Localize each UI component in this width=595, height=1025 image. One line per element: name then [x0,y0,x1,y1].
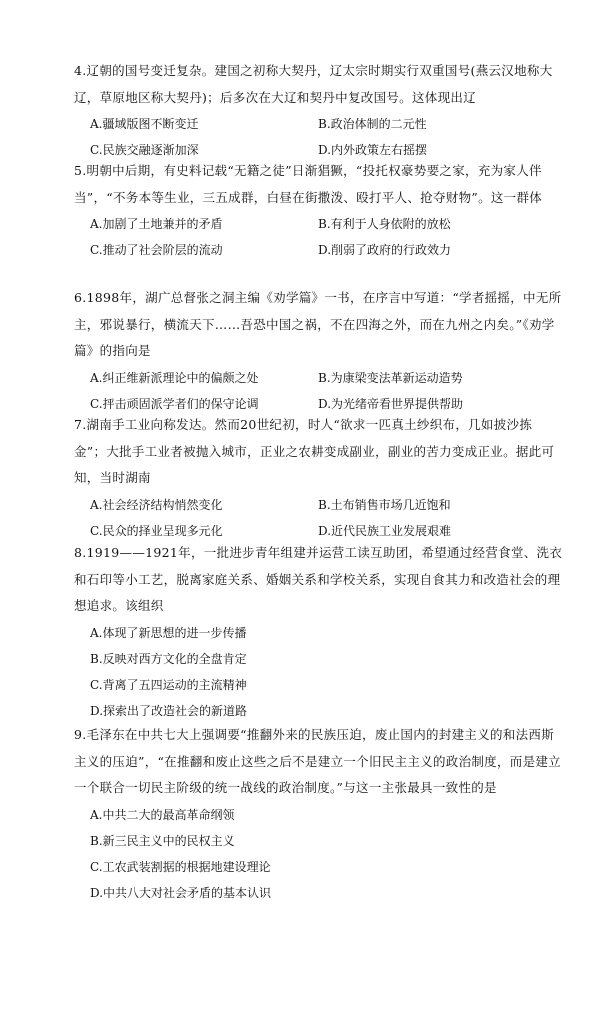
question-stem: 8.1919——1921年，一批进步青年组建并运营工读互助团，希望通过经营食堂、洗衣和石印等小工艺，脱离家庭关系、婚姻关系和学校关系，实现自食其力和改造社会的理想追求。该组织 [74,545,563,613]
option-d: D.中共八大对社会矛盾的基本认识 [90,885,272,900]
option-c: C.抨击顽固派学者们的保守论调 [90,396,259,411]
option-d: D.近代民族工业发展艰难 [318,523,452,538]
option-d: D.探索出了改造社会的新道路 [90,703,248,718]
option-b: B.政治体制的二元性 [318,117,427,131]
option-c: C.民众的择业呈现多元化 [90,523,223,538]
option-a: A.社会经济结构悄然变化 [90,497,223,512]
option-c: C.推动了社会阶层的流动 [90,243,223,257]
option-c: C.民族交融逐渐加深 [90,143,199,157]
option-b: B.土布销售市场几近饱和 [318,497,451,512]
question-8 [74,540,564,724]
question-6 [74,285,564,417]
option-c: C.背离了五四运动的主流精神 [90,677,247,692]
option-a: A.纠正维新派理论中的偏颇之处 [90,370,259,385]
question-stem: 5.明朝中后期，有史料记载“无籍之徒”日渐猖獗，“投托权豪势要之家，充为家人伴当”，“不务本等生业，三五成群，白昼在街撒泼、殴打平人、抢夺财物”。这一群体 [74,163,543,205]
question-stem: 9.毛泽东在中共七大上强调要“推翻外来的民族压迫，废止国内的封建主义的和法西斯主义的压迫”，“在推翻和废止这些之后不是建立一个旧民主主义的政治制度，而是建立一个联合一切民主阶级的统一战线的政治制度。”与这一主张最具一致性的是 [74,727,561,795]
question-7 [74,412,564,544]
options-row [74,111,564,137]
option-d: D.内外政策左右摇摆 [318,143,428,157]
options-list [74,620,564,724]
option-a: A.中共二大的最高革命纲领 [90,807,235,822]
option-a: A.加剧了土地兼并的矛盾 [90,217,223,231]
options-row [74,492,564,518]
options-row [74,211,564,237]
options-list [74,802,564,906]
option-a: A.疆域版图不断变迁 [90,117,199,131]
question-stem: 6.1898年，湖广总督张之洞主编《劝学篇》一书，在序言中写道：“学者摇摇，中无所主，邪说暴行，横流天下……吾恐中国之祸，不在四海之外，而在九州之内矣。”《劝学篇》的指向是 [74,290,562,358]
option-d: D.削弱了政府的行政效力 [318,243,452,257]
option-d: D.为光绪帝看世界提供帮助 [318,396,464,411]
question-stem: 4.辽朝的国号变迁复杂。建国之初称大契丹，辽太宗时期实行双重国号(燕云汉地称大辽，草原地区称大契丹)；后多次在大辽和契丹中复改国号。这体现出辽 [74,63,553,105]
option-b: B.有利于人身依附的放松 [318,217,451,231]
option-a: A.体现了新思想的进一步传播 [90,625,247,640]
question-9 [74,722,564,906]
options-row [74,365,564,391]
question-stem: 7.湖南手工业向称发达。然而20世纪初，时人“欲求一匹真土纱织布，几如披沙拣金”；大批手工业者被抛入城市，正业之农耕变成副业，副业的苦力变成正业。据此可知，当时湖南 [74,417,555,485]
option-b: B.反映对西方文化的全盘肯定 [90,651,247,666]
question-5 [74,158,564,263]
option-b: B.新三民主义中的民权主义 [90,833,235,848]
question-4 [74,58,564,163]
option-c: C.工农武装割据的根据地建设理论 [90,859,271,874]
options-row [74,237,564,263]
option-b: B.为康梁变法革新运动造势 [318,370,463,385]
